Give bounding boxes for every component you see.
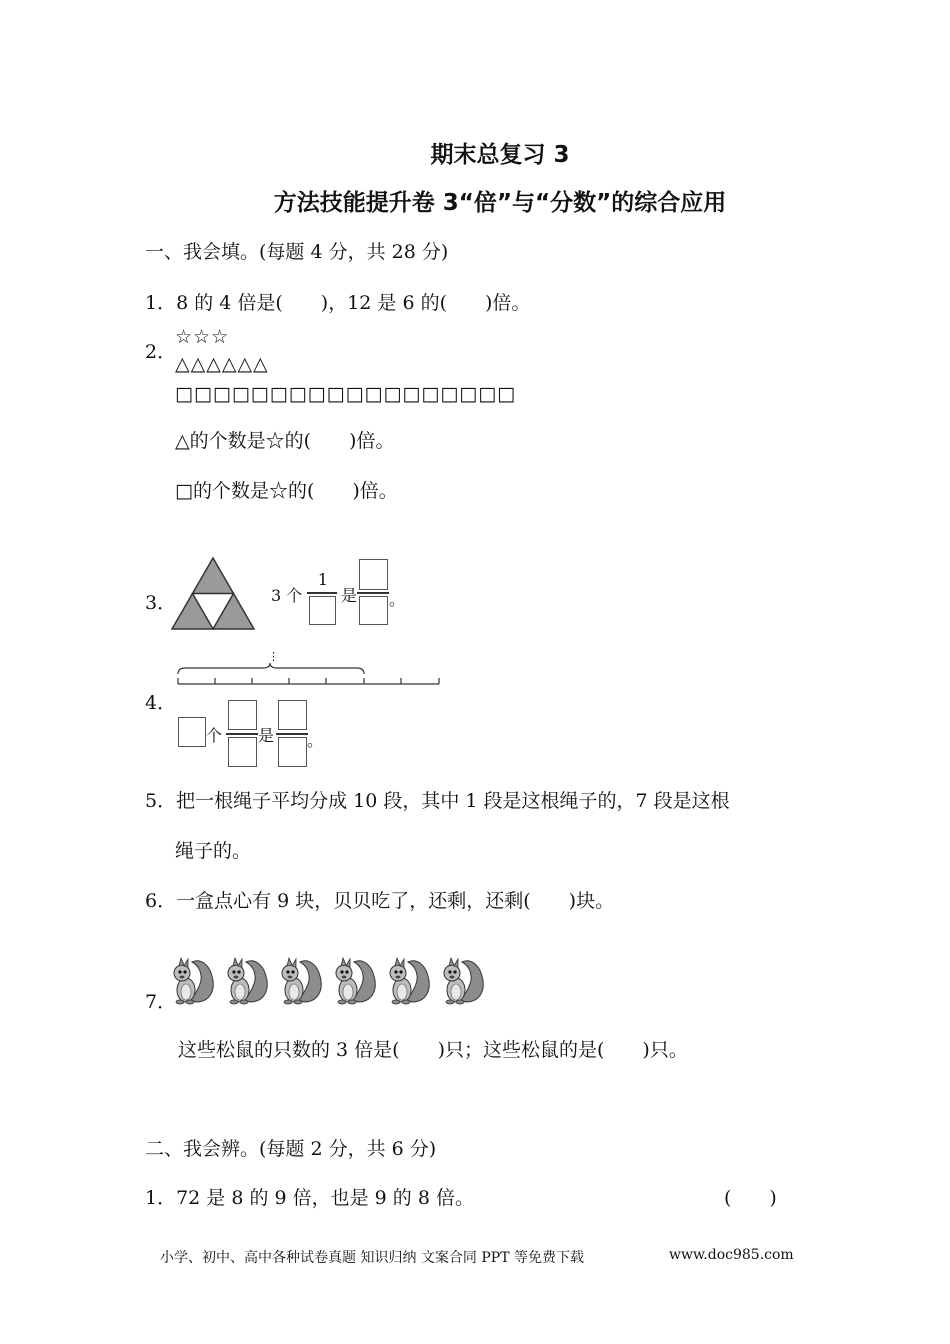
section2-heading: 二、我会辨。(每题 2 分，共 6 分) [145, 1138, 437, 1160]
triangle-figure [170, 556, 256, 632]
page-subtitle: 方法技能提升卷 3“倍”与“分数”的综合应用 [273, 190, 727, 216]
q3-denominator-box [309, 596, 336, 625]
question-3-number: 3． [145, 592, 177, 614]
q3-shi: 是 [341, 586, 358, 605]
page-title: 期末总复习 3 [430, 142, 570, 168]
question-2-number: 2． [145, 341, 177, 363]
squirrel-icon [228, 958, 267, 1004]
squirrels-figure [170, 956, 492, 1008]
q4-shi: 是 [258, 726, 275, 745]
q4-numerator-box [228, 700, 257, 730]
q3-fraction-bar [307, 592, 337, 594]
section1-heading: 一、我会填。(每题 4 分，共 28 分) [145, 241, 449, 263]
question-1: 1．8 的 4 倍是( )，12 是 6 的( )倍。 [145, 292, 531, 314]
answer-parentheses: ( ) [724, 1187, 777, 1209]
question-2-line2: □的个数是☆的( )倍。 [175, 480, 398, 502]
triangles-row: △△△△△△ [175, 353, 269, 375]
question-5-line1: 5．把一根绳子平均分成 10 段，其中 1 段是这根绳子的，7 段是这根 [145, 790, 730, 812]
q3-result-denominator-box [359, 596, 388, 625]
q4-end: 。 [307, 731, 324, 750]
squirrel-icon [336, 958, 375, 1004]
q4-fraction-bar [226, 733, 258, 735]
q3-end: 。 [389, 590, 406, 609]
q4-result-numerator-box [278, 700, 307, 730]
squirrel-icon [282, 958, 321, 1004]
question-5-line2: 绳子的。 [175, 840, 252, 862]
segment-line-figure [175, 662, 441, 688]
q4-result-denominator-box [278, 737, 307, 767]
footer-text: 小学、初中、高中各种试卷真题 知识归纳 文案合同 PPT 等免费下载 [160, 1250, 584, 1266]
stars-row: ☆☆☆ [175, 326, 230, 348]
section2-question-1: 1．72 是 8 的 9 倍，也是 9 的 8 倍。 [145, 1187, 474, 1209]
squirrel-icon [444, 958, 483, 1004]
squares-row: □□□□□□□□□□□□□□□□□□ [175, 383, 517, 405]
question-7-number: 7． [145, 991, 177, 1013]
squirrel-icon [390, 958, 429, 1004]
question-4-number: 4． [145, 692, 177, 714]
question-7-text: 这些松鼠的只数的 3 倍是( )只；这些松鼠的是( )只。 [178, 1039, 688, 1061]
q3-result-numerator-box [359, 559, 388, 590]
footer-website-link[interactable]: www.doc985.com [669, 1247, 794, 1263]
q4-ge: 个 [206, 726, 223, 745]
q3-result-bar [357, 592, 389, 594]
q4-dots: ⋮ [268, 650, 279, 663]
question-2-line1: △的个数是☆的( )倍。 [175, 430, 395, 452]
tick-marks [178, 678, 439, 684]
q3-prefix: 3 个 [271, 586, 303, 605]
squirrel-icon [174, 958, 213, 1004]
q4-count-box [178, 717, 206, 747]
brace [178, 663, 364, 674]
q4-result-bar [276, 733, 308, 735]
question-6: 6．一盒点心有 9 块，贝贝吃了，还剩，还剩( )块。 [145, 890, 615, 912]
q3-numerator: 1 [317, 570, 329, 589]
q4-denominator-box [228, 737, 257, 767]
